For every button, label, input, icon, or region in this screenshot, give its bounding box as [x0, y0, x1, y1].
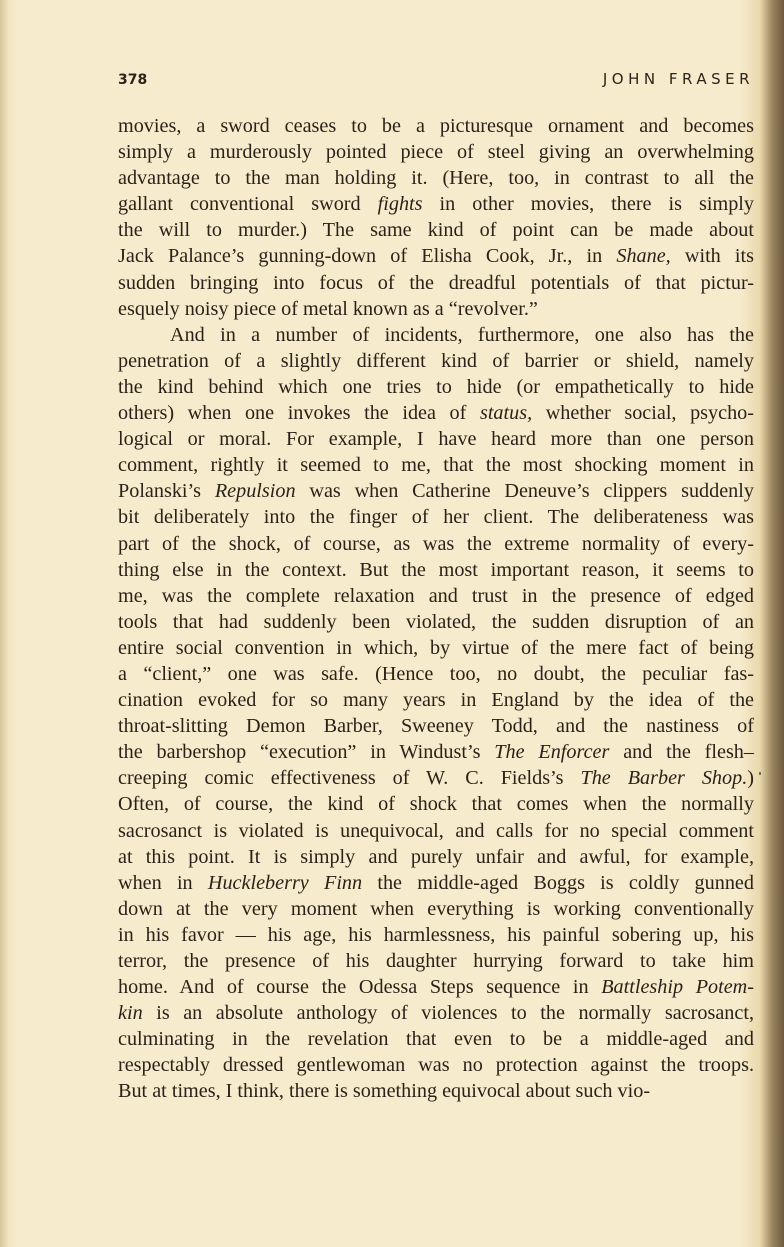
- text-line: [118, 165, 754, 191]
- text-run: advantage to the man holding it. (Here, too, in contrast to all the: [118, 167, 754, 190]
- text-run: others) when one invokes the idea of: [118, 402, 480, 425]
- text-run: with its: [670, 245, 754, 268]
- italic-title: Huckleberry Finn: [207, 871, 363, 894]
- body-text: [118, 113, 754, 1105]
- text-run: was when Catherine Deneuve’s clippers suddenly: [295, 480, 754, 503]
- text-run: the barbershop “execution” in Windust’s: [118, 741, 495, 764]
- text-run: in other movies, there is simply: [422, 193, 754, 216]
- text-run: home. And of course the Odessa Steps sequence in: [118, 976, 602, 999]
- running-title: JOHN FRASER: [602, 70, 754, 88]
- text-run: in his favor — his age, his harmlessness, his painful sobering up, his: [118, 923, 754, 946]
- text-run: sudden bringing into focus of the dreadful potentials of that pictur-: [118, 271, 754, 294]
- text-line: [118, 635, 754, 661]
- text-line: [118, 243, 754, 269]
- text-run: tools that had suddenly been violated, the sudden disruption of an: [118, 610, 754, 633]
- text-line: [118, 687, 754, 713]
- text-line: [118, 1078, 754, 1104]
- text-line: [118, 1026, 754, 1052]
- text-line: [118, 765, 754, 791]
- text-run: and the flesh–: [609, 741, 754, 764]
- italic-title: The Barber Shop.: [580, 767, 748, 790]
- text-run: down at the very moment when everything is working conventionally: [118, 897, 754, 920]
- text-line: [118, 870, 754, 896]
- text-line: [118, 948, 754, 974]
- text-run: respectably dressed gentlewoman was no protection against the troops.: [118, 1054, 754, 1077]
- text-run: cination evoked for so many years in England by the idea of the: [118, 689, 754, 712]
- text-run: gallant conventional sword: [118, 193, 378, 216]
- text-line: [118, 791, 754, 817]
- italic-title: The Enforcer: [494, 741, 610, 764]
- text-run: whether social, psycho-: [532, 402, 754, 425]
- text-line: [118, 139, 754, 165]
- paragraph: [118, 322, 754, 1105]
- page-gutter: [0, 0, 8, 1247]
- text-line: [118, 191, 754, 217]
- italic-title: Battleship Potem-: [601, 976, 754, 999]
- text-line: [118, 400, 754, 426]
- paragraph: [118, 113, 754, 322]
- text-line: [118, 557, 754, 583]
- text-run: ): [747, 767, 754, 790]
- text-run: thing else in the context. But the most important reason, it seems to: [118, 558, 754, 581]
- text-run: terror, the presence of his daughter hurrying forward to take him: [118, 950, 754, 972]
- italic-title: Shane,: [616, 245, 671, 268]
- italic-title: kin: [118, 1002, 143, 1025]
- text-line: [118, 478, 754, 504]
- text-line: [118, 270, 754, 296]
- text-line: [118, 818, 754, 844]
- text-line: [118, 531, 754, 557]
- text-run: a “client,” one was safe. (Hence too, no doubt, the peculiar fas-: [118, 662, 754, 685]
- text-line: [118, 922, 754, 948]
- text-line: [118, 504, 754, 530]
- text-line: [118, 348, 754, 374]
- text-run: Often, of course, the kind of shock that comes when the normally: [118, 793, 754, 816]
- printing-speck: [759, 772, 761, 775]
- text-run: the middle-aged Boggs is coldly gunned: [362, 871, 754, 894]
- text-line: [118, 296, 754, 322]
- text-run: at this point. It is simply and purely unfair and awful, for example,: [118, 845, 754, 868]
- text-line: [118, 1052, 754, 1078]
- text-run: Jack Palance’s gunning-down of Elisha Cook, Jr., in: [118, 245, 617, 268]
- text-run: esquely noisy piece of metal known as a “revolver.”: [118, 297, 538, 320]
- running-head: [118, 70, 754, 92]
- text-run: But at times, I think, there is something equivocal about such vio-: [118, 1080, 651, 1103]
- text-line: [118, 322, 754, 348]
- text-line: [118, 452, 754, 478]
- text-line: [118, 974, 754, 1000]
- text-line: [118, 217, 754, 243]
- text-run: the will to murder.) The same kind of point can be made about: [118, 219, 754, 242]
- text-run: And in a number of incidents, furthermore, one also has the: [170, 323, 754, 346]
- text-line: [118, 661, 754, 687]
- text-line: [118, 609, 754, 635]
- text-run: part of the shock, of course, as was the extreme normality of every-: [118, 532, 754, 555]
- text-run: comment, rightly it seemed to me, that the most shocking moment in: [118, 454, 754, 477]
- italic-title: status,: [479, 402, 533, 425]
- text-line: [118, 713, 754, 739]
- text-line: [118, 739, 754, 765]
- text-run: bit deliberately into the finger of her client. The deliberateness was: [118, 506, 754, 529]
- page-number: 378: [118, 72, 148, 88]
- text-run: Polanski’s: [118, 480, 215, 503]
- text-line: [118, 896, 754, 922]
- text-line: [118, 583, 754, 609]
- text-line: [118, 844, 754, 870]
- text-run: sacrosanct is violated is unequivocal, and calls for no special comment: [118, 819, 754, 842]
- text-run: the kind behind which one tries to hide (or empathetically to hide: [118, 375, 754, 398]
- text-line: [118, 1000, 754, 1026]
- text-run: movies, a sword ceases to be a picturesque ornament and becomes: [118, 115, 754, 137]
- text-run: when in: [118, 871, 208, 894]
- text-run: is an absolute anthology of violences to the normally sacrosanct,: [142, 1002, 754, 1025]
- text-run: creeping comic effectiveness of W. C. Fields’s: [118, 767, 581, 790]
- text-run: penetration of a slightly different kind of barrier or shield, namely: [118, 349, 754, 372]
- italic-title: fights: [377, 193, 423, 216]
- text-run: logical or moral. For example, I have heard more than one person: [118, 428, 754, 451]
- text-run: culminating in the revelation that even to be a middle-aged and: [118, 1028, 754, 1051]
- text-line: [118, 113, 754, 139]
- text-run: simply a murderously pointed piece of steel giving an overwhelming: [118, 141, 754, 164]
- text-run: throat-slitting Demon Barber, Sweeney Todd, and the nastiness of: [118, 715, 754, 738]
- text-run: entire social convention in which, by virtue of the mere fact of being: [118, 636, 754, 659]
- italic-title: Repulsion: [214, 480, 296, 503]
- text-line: [118, 374, 754, 400]
- text-run: me, was the complete relaxation and trust in the presence of edged: [118, 584, 754, 607]
- text-line: [118, 426, 754, 452]
